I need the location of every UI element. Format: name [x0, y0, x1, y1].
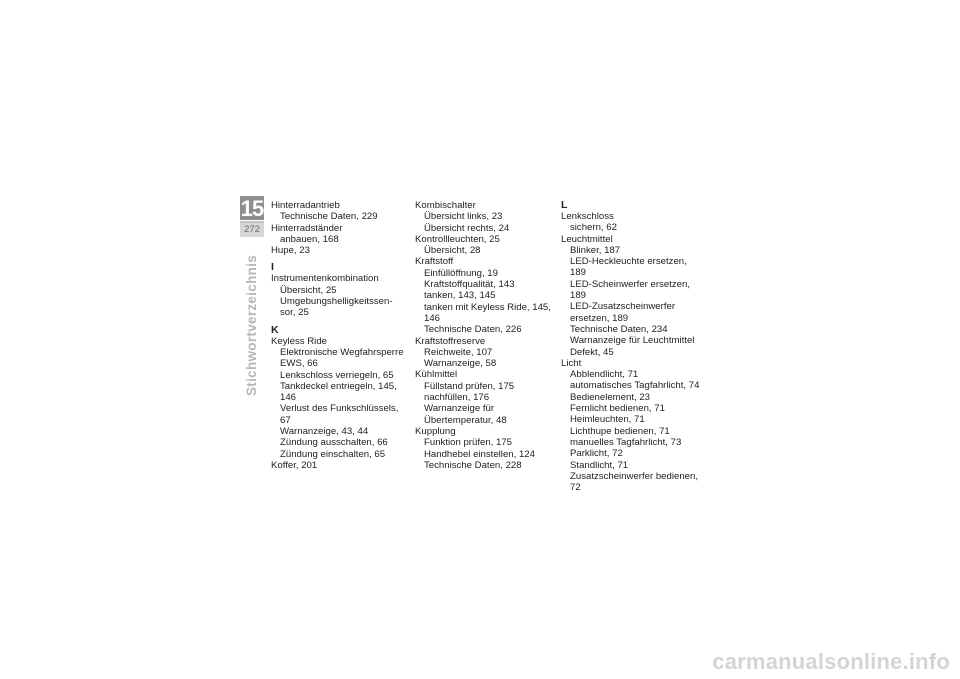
index-term: Kupplung — [415, 425, 456, 437]
index-subentry: sichern, 62 — [570, 222, 617, 234]
index-subentry: Kraftstoffqualität, 143 — [424, 279, 515, 291]
index-term: Koffer, 201 — [271, 459, 318, 471]
index-subentry: Einfüllöffnung, 19 — [424, 267, 498, 279]
section-title-vertical: Stichwortverzeichnis — [244, 254, 259, 396]
index-subentry: tanken, 143, 145 — [424, 290, 496, 302]
index-subentry: Übersicht, 28 — [424, 245, 481, 257]
watermark-text: carmanualsonline.info — [712, 649, 950, 674]
index-subentry: LED-Zusatzscheinwerfer ersetzen, 189 — [570, 301, 676, 324]
index-term: Kontrollleuchten, 25 — [415, 233, 500, 245]
index-subentry: Technische Daten, 234 — [570, 323, 668, 335]
index-subentry: Füllstand prüfen, 175 — [424, 380, 515, 392]
index-subentry: Blinker, 187 — [570, 244, 621, 256]
index-subentry: tanken mit Keyless Ride, 145, 146 — [424, 301, 551, 324]
index-subentry: Standlicht, 71 — [570, 459, 629, 471]
index-letter-heading: L — [561, 199, 568, 211]
index-subentry: Reichweite, 107 — [424, 346, 493, 358]
index-subentry: anbauen, 168 — [280, 233, 339, 245]
index-subentry: Warnanzeige, 43, 44 — [280, 426, 369, 438]
index-term: Hinterradantrieb — [271, 200, 340, 211]
index-subentry: Lenkschloss verriegeln, 65 — [280, 369, 394, 381]
index-term: Instrumentenkombination — [271, 273, 379, 285]
index-term: Kühlmittel — [415, 369, 458, 381]
chapter-tab — [240, 196, 264, 237]
index-term: Keyless Ride — [271, 335, 327, 347]
index-subentry: manuelles Tagfahrlicht, 73 — [570, 436, 682, 448]
index-term: Leuchtmittel — [561, 233, 613, 245]
index-letter-heading: K — [271, 323, 279, 336]
index-subentry: Zusatzscheinwerfer bedienen, 72 — [570, 470, 698, 494]
index-term: Kraftstoff — [415, 256, 454, 268]
index-term: Lenkschloss — [561, 211, 614, 222]
index-term: Kombischalter — [415, 200, 476, 211]
index-subentry: Übersicht links, 23 — [424, 211, 503, 223]
page-number: 272 — [240, 221, 264, 237]
index-subentry: Übersicht, 25 — [280, 284, 337, 296]
index-column-3 — [561, 200, 701, 493]
index-subentry: Technische Daten, 229 — [280, 211, 378, 223]
index-subentry: Fernlicht bedienen, 71 — [570, 403, 665, 415]
index-subentry: nachfüllen, 176 — [424, 392, 490, 404]
index-term: Licht — [561, 357, 582, 369]
index-letter-heading: I — [271, 261, 274, 274]
index-subentry: Funktion prüfen, 175 — [424, 437, 513, 449]
index-subentry: Warnanzeige für Übertemperatur, 48 — [424, 403, 507, 426]
index-subentry: Zündung ausschalten, 66 — [280, 437, 388, 449]
index-subentry: LED-Heckleuchte ersetzen, 189 — [570, 256, 687, 279]
index-subentry: Tankdeckel entriegeln, 145, 146 — [280, 380, 397, 404]
index-subentry: Handhebel einstellen, 124 — [424, 448, 535, 460]
index-subentry: Elektronische Wegfahrsperre EWS, 66 — [280, 346, 404, 370]
index-column-1 — [271, 200, 411, 471]
index-subentry: Warnanzeige, 58 — [424, 358, 497, 370]
index-subentry: Verlust des Funkschlüssels, 67 — [280, 403, 399, 426]
index-subentry: Abblendlicht, 71 — [570, 369, 639, 381]
index-subentry: Parklicht, 72 — [570, 448, 623, 460]
index-term: Hupe, 23 — [271, 245, 310, 257]
index-subentry: Technische Daten, 228 — [424, 459, 522, 471]
chapter-number: 15 — [240, 196, 264, 221]
index-subentry: Übersicht rechts, 24 — [424, 222, 510, 234]
index-subentry: Technische Daten, 226 — [424, 324, 522, 336]
index-subentry: Umgebungshelligkeitssen- sor, 25 — [280, 296, 393, 319]
index-subentry: Lichthupe bedienen, 71 — [570, 425, 670, 437]
index-subentry: LED-Scheinwerfer ersetzen, 189 — [570, 278, 690, 302]
index-subentry: Warnanzeige für Leuchtmittel Defekt, 45 — [570, 335, 695, 358]
index-term: Kraftstoffreserve — [415, 335, 486, 347]
index-subentry: Bedienelement, 23 — [570, 391, 651, 403]
index-term: Hinterradständer — [271, 222, 343, 234]
index-subentry: Zündung einschalten, 65 — [280, 448, 386, 460]
index-subentry: automatisches Tagfahrlicht, 74 — [570, 380, 700, 392]
index-column-2 — [415, 200, 555, 471]
index-subentry: Heimleuchten, 71 — [570, 414, 645, 426]
